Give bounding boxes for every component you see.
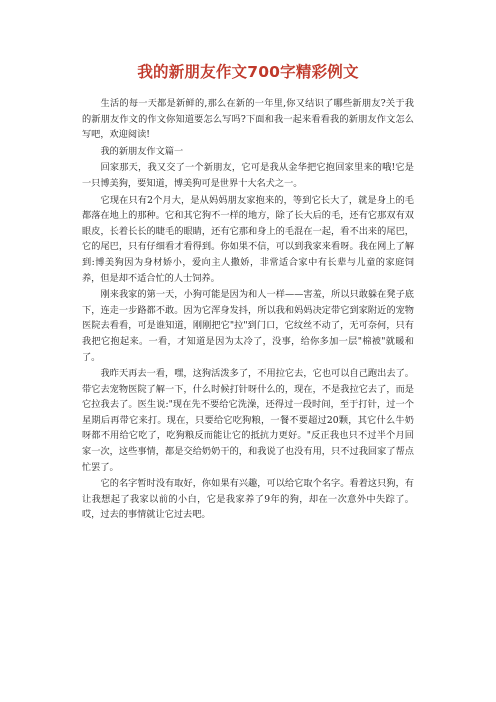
body-paragraph: 我昨天再去一看，嘿，这狗活泼多了，不用拉它去，它也可以自己跑出去了。带它去宠物医院了解一下，什么时候打针呀什么的，现在，不是我拉它去了，而是它拉我去了。医生说:"现在先不要给它洗澡，还得过一段时间，至于打针，过一个星期后再带它来打。现在，只要给它吃狗粮，一餐不要超过20颗，其它什么牛奶呀都不用给它吃了，吃狗粮反而能让它的抵抗力更好。"反正我也只不过半个月回家一次，这些事情，都是交给奶奶干的，和我说了也没有用，只不过我回家了帮点忙罢了。 <box>82 368 414 473</box>
body-paragraph: 它现在只有2个月大，是从妈妈朋友家抱来的，等到它长大了，就是身上的毛都落在地上的那种。它和其它狗不一样的地方，除了长大后的毛，还有它那双有双眼皮，长着长长的睫毛的眼睛，还有它那和身上的毛混在一起，看不出来的尾巴，它的尾巴，只有仔细看才看得到。你如果不信，可以到我家来看呀。我在网上了解到:博美狗因为身材娇小，爱向主人撒娇，非常适合家中有长辈与儿童的家庭饲养，但是却不适合忙的人士饲养。 <box>82 194 414 284</box>
body-paragraph: 它的名字暂时没有取好，你如果有兴趣，可以给它取个名字。看着这只狗，有让我想起了我家以前的小白，它是我家养了9年的狗，却在一次意外中失踪了。哎，过去的事情就让它过去吧。 <box>82 478 414 521</box>
section-heading: 我的新朋友作文篇一 <box>100 145 184 157</box>
document-title: 我的新朋友作文700字精彩例文 <box>137 63 359 81</box>
body-paragraph: 回家那天，我又交了一个新朋友，它可是我从金华把它抱回家里来的哦!它是一只博美狗，要知道，博美狗可是世界十大名犬之一。 <box>82 162 414 189</box>
intro-paragraph: 生活的每一天都是新鲜的,那么在新的一年里,你又结识了哪些新朋友?关于我的新朋友作文的作文你知道要怎么写吗?下面和我一起来看看我的新朋友作文怎么写吧，欢迎阅读! <box>82 98 414 141</box>
body-paragraph: 刚来我家的第一天，小狗可能是因为和人一样——害羞，所以只敢躲在凳子底下，连走一步路都不敢。因为它浑身发抖，所以我和妈妈决定带它到家附近的宠物医院去看看，可是谁知道，刚刚把它"拉"到门口，它纹丝不动了，无可奈何，只有我把它抱起来。一看，才知道是因为太冷了，没事，给你多加一层"棉被"就暖和了。 <box>82 289 414 363</box>
